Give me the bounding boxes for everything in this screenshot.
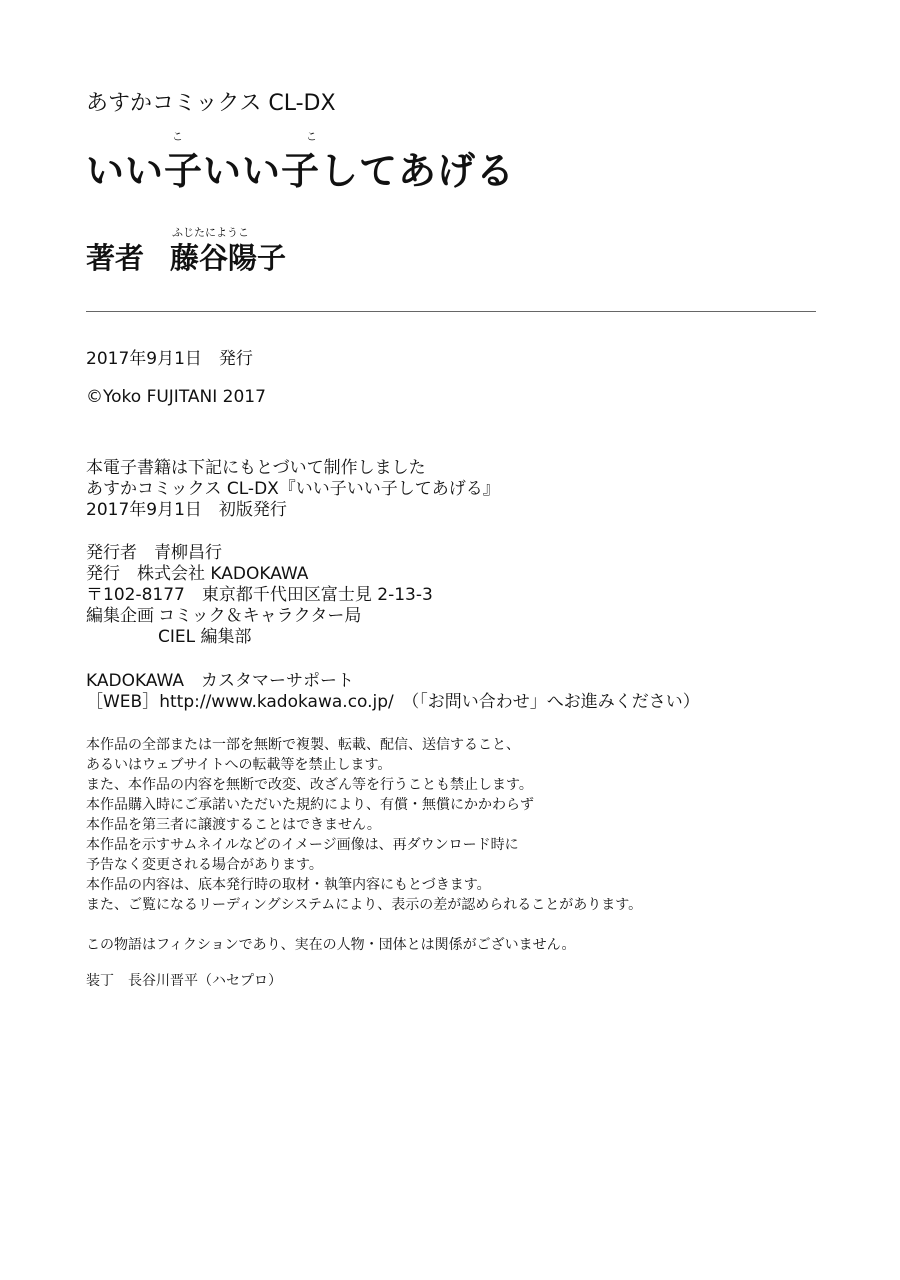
publisher-address: 〒102-8177 東京都千代田区富士見 2-13-3 (86, 585, 433, 605)
book-title (86, 130, 516, 195)
notice-line: また、ご覧になるリーディングシステムにより、表示の差が認められることがあります。 (86, 897, 643, 913)
support-line-1: KADOKAWA カスタマーサポート (86, 671, 355, 691)
design-credit: 装丁 長谷川晋平（ハセプロ） (86, 973, 282, 989)
source-line-2: あすかコミックス CL-DX『いい子いい子してあげる』 (86, 479, 500, 499)
source-line-1: 本電子書籍は下記にもとづいて制作しました (86, 458, 426, 478)
divider (86, 311, 816, 312)
book-title-text: いい子いい子してあげる (86, 149, 516, 193)
notice-line: 本作品を第三者に譲渡することはできません。 (86, 817, 381, 833)
title-ruby-1: こ (172, 130, 184, 143)
copyright: ©Yoko FUJITANI 2017 (86, 387, 266, 407)
notice-line: 本作品の内容は、底本発行時の取材・執筆内容にもとづきます。 (86, 877, 491, 893)
author-label: 著者 (86, 241, 145, 275)
title-ruby-2: こ (306, 130, 318, 143)
notice-line: 本作品を示すサムネイルなどのイメージ画像は、再ダウンロード時に (86, 837, 519, 853)
source-line-3: 2017年9月1日 初版発行 (86, 500, 287, 520)
notice-line: また、本作品の内容を無断で改変、改ざん等を行うことも禁止します。 (86, 777, 533, 793)
editorial-dept-2: CIEL 編集部 (158, 627, 252, 647)
author-ruby: ふじたにようこ (172, 226, 249, 239)
fiction-notice: この物語はフィクションであり、実在の人物・団体とは関係がございません。 (86, 937, 576, 953)
issuer: 発行者 青柳昌行 (86, 543, 222, 563)
publisher-company: 発行 株式会社 KADOKAWA (86, 564, 309, 584)
notice-line: 本作品購入時にご承諾いただいた規約により、有償・無償にかかわらず (86, 797, 534, 813)
editorial-dept: コミック＆キャラクター局 (158, 606, 362, 626)
series-name: あすかコミックス CL-DX (86, 91, 336, 116)
editorial-label: 編集企画 (86, 606, 154, 626)
author-line (86, 226, 287, 277)
support-line-2: ［WEB］http://www.kadokawa.co.jp/ （「お問い合わせ」へお進みください） (86, 692, 700, 712)
notice-line: 本作品の全部または一部を無断で複製、転載、配信、送信すること、 (86, 737, 520, 753)
publication-date: 2017年9月1日 発行 (86, 349, 253, 369)
author-name: 藤谷陽子 (170, 241, 287, 275)
notice-line: 予告なく変更される場合があります。 (86, 857, 323, 873)
notice-line: あるいはウェブサイトへの転載等を禁止します。 (86, 757, 392, 773)
